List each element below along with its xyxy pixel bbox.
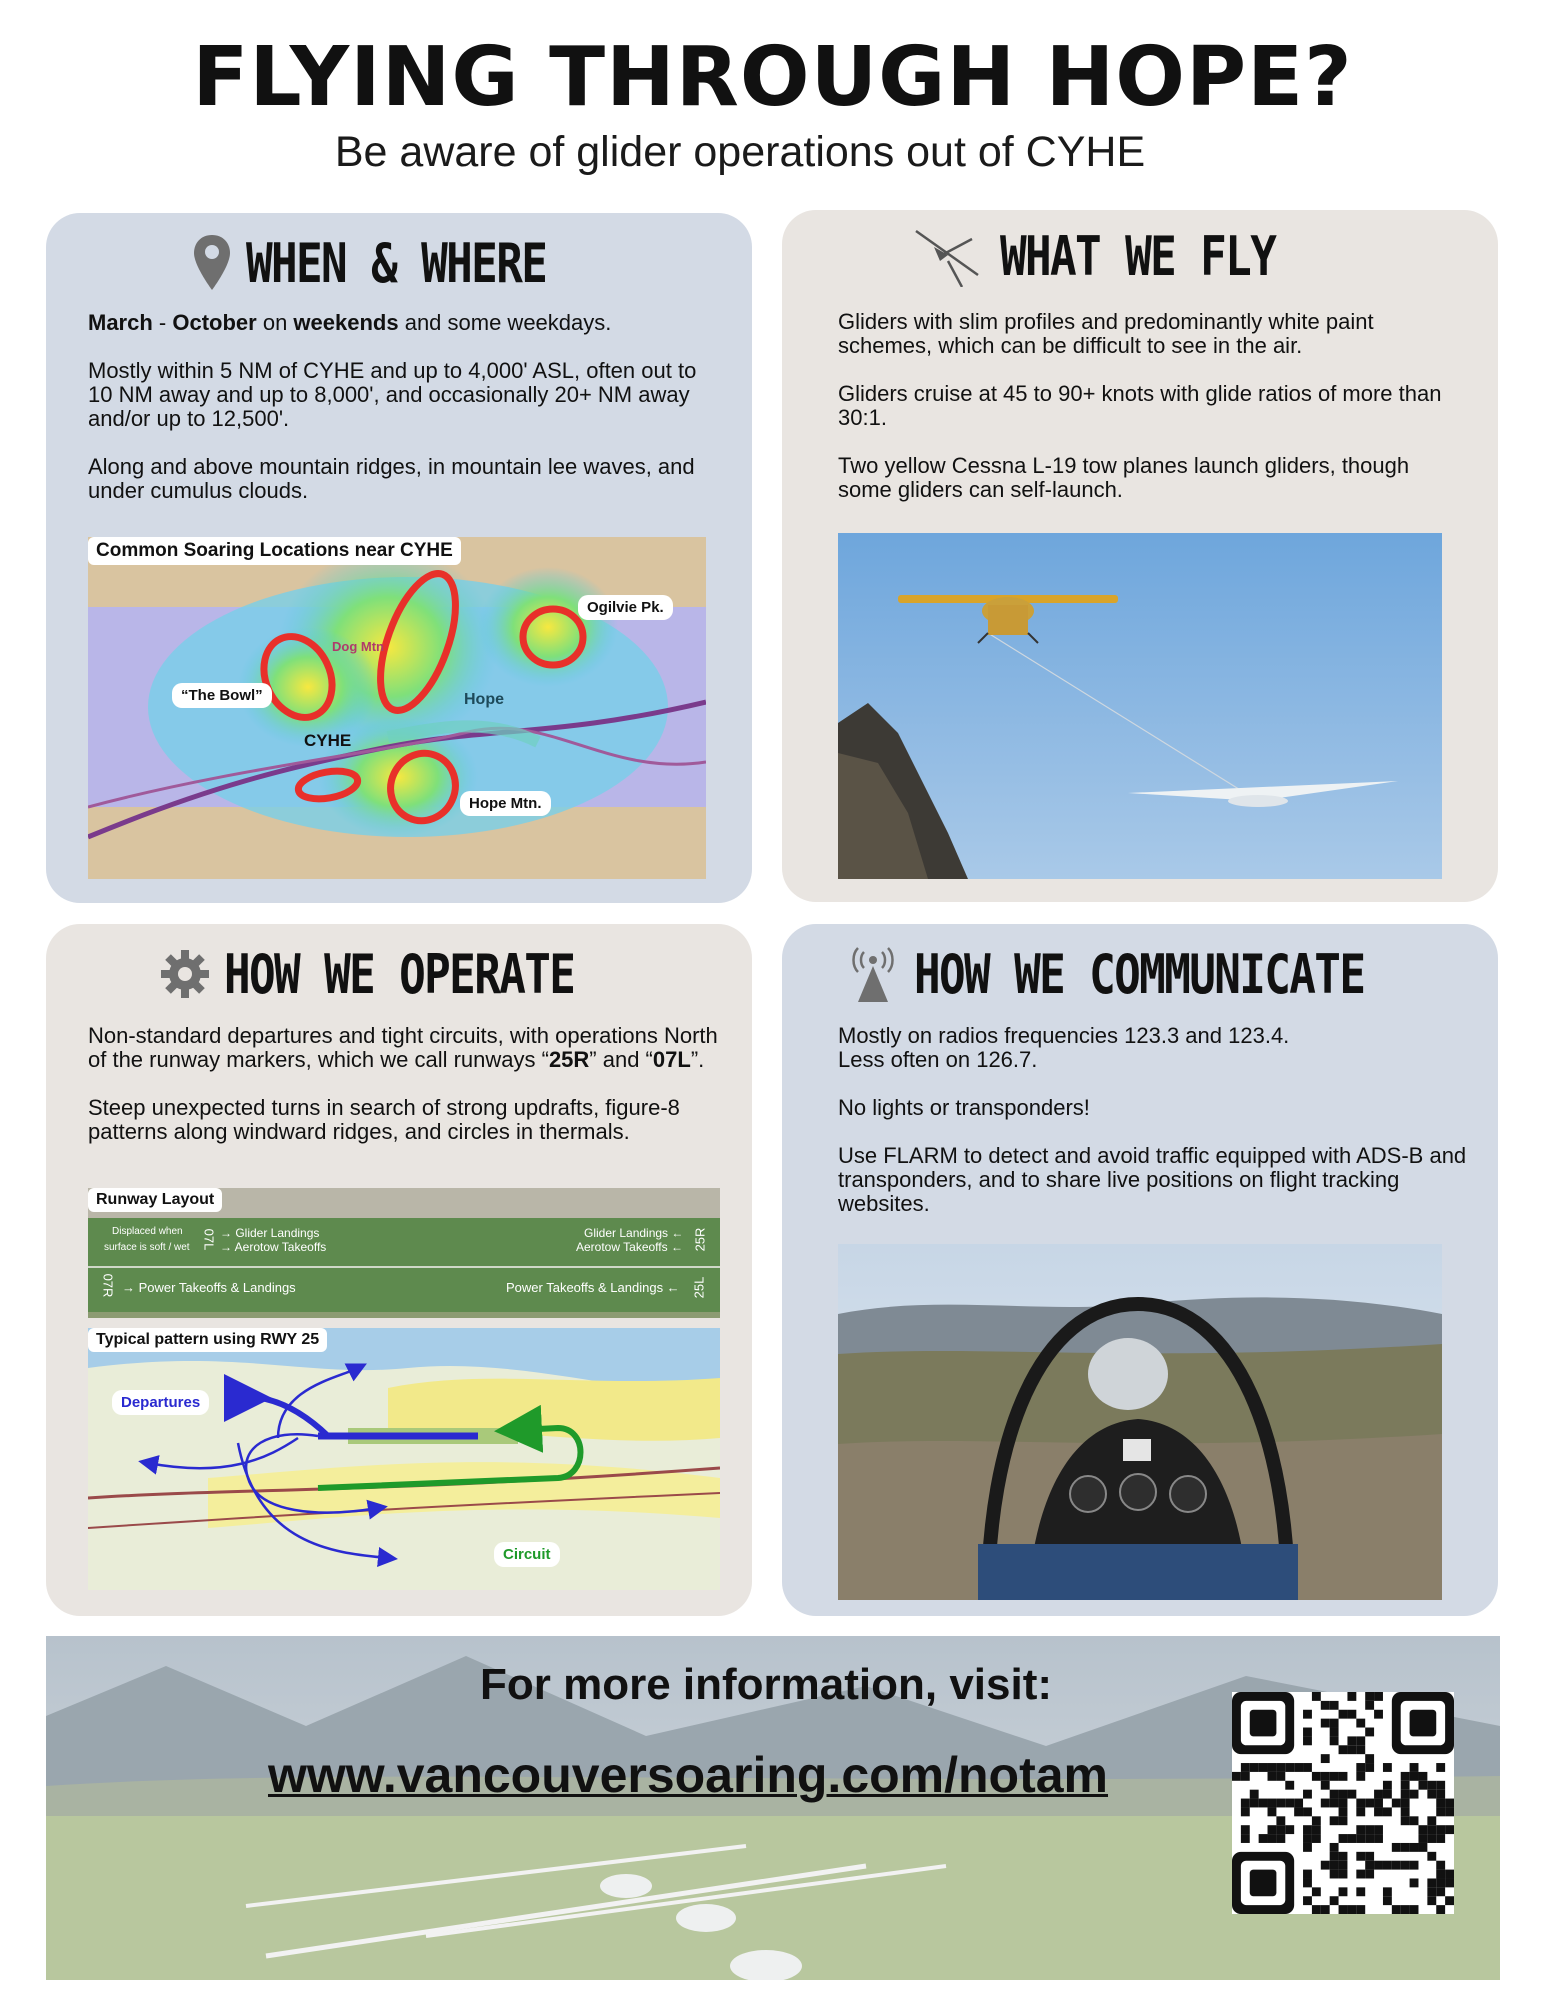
when-where-heading: WHEN & WHERE (246, 231, 547, 295)
how-we-communicate-header (850, 938, 1463, 1010)
rwy-07r-label: 07R (100, 1273, 116, 1298)
how-we-operate-para2: Steep unexpected turns in search of strong updrafts, figure-8 patterns along windward ridges, and circles in thermals. (88, 1095, 680, 1144)
rwy-25l-label: 25L (691, 1276, 707, 1299)
what-we-fly-header (912, 220, 1336, 292)
what-we-fly-panel (782, 210, 1498, 902)
what-we-fly-para3: Two yellow Cessna L-19 tow planes launch gliders, though some gliders can self-launch. (838, 453, 1410, 502)
rwy-07l-label: 07L (201, 1228, 217, 1251)
glider-icon (912, 225, 982, 287)
map-label-ogilvie: Ogilvie Pk. (578, 595, 673, 620)
map-title: Common Soaring Locations near CYHE (88, 537, 461, 565)
rwy-aerotow-right: Aerotow Takeoffs ← (576, 1240, 683, 1254)
what-we-fly-para2: Gliders cruise at 45 to 90+ knots with glide ratios of more than 30:1. (838, 381, 1442, 430)
map-pin-icon (192, 233, 232, 293)
pattern-title: Typical pattern using RWY 25 (88, 1328, 327, 1352)
rwy-power-right: Power Takeoffs & Landings ← (506, 1280, 680, 1295)
rwy-25r-label: 25R (692, 1227, 708, 1252)
runway-layout-image (88, 1188, 720, 1318)
map-label-cyhe: CYHE (304, 731, 352, 750)
how-we-communicate-para3: Use FLARM to detect and avoid traffic equipped with ADS-B and transponders, and to share live positions on flight tracking websites. (838, 1143, 1467, 1216)
how-we-operate-text (88, 1024, 728, 1168)
radio-tower-icon (850, 946, 896, 1002)
when-where-para3: Along and above mountain ridges, in mountain lee waves, and under cumulus clouds. (88, 454, 695, 503)
footer-banner (46, 1636, 1500, 1980)
qr-code[interactable] (1232, 1692, 1454, 1914)
what-we-fly-heading: WHAT WE FLY (1000, 224, 1276, 288)
gear-icon (160, 949, 210, 999)
when-where-header (192, 227, 612, 299)
runway-layout-title: Runway Layout (88, 1188, 222, 1212)
what-we-fly-para1: Gliders with slim profiles and predominantly white paint schemes, which can be difficult to see in the air. (838, 309, 1374, 358)
footer-heading: For more information, visit: (479, 1660, 1053, 1709)
map-label-hope: Hope (464, 691, 504, 708)
when-where-text (88, 311, 718, 527)
traffic-pattern-map (88, 1328, 720, 1590)
rwy-power-left: → Power Takeoffs & Landings (122, 1280, 296, 1295)
how-we-communicate-heading: HOW WE COMMUNICATE (914, 942, 1365, 1006)
cockpit-photo (838, 1244, 1442, 1600)
circuit-label: Circuit (494, 1542, 560, 1567)
how-we-operate-header (160, 938, 651, 1010)
how-we-communicate-para1: Mostly on radios frequencies 123.3 and 123.4. Less often on 126.7. (838, 1023, 1290, 1072)
rwy-surface-label: surface is soft / wet (104, 1242, 190, 1253)
when-where-para2: Mostly within 5 NM of CYHE and up to 4,000' ASL, often out to 10 NM away and up to 8,000', and occasionally 20+ NM away and/or up to 12,500'. (88, 358, 697, 431)
how-we-communicate-text (838, 1024, 1468, 1240)
how-we-operate-heading: HOW WE OPERATE (224, 942, 575, 1006)
departures-label: Departures (112, 1390, 209, 1415)
footer-url-link[interactable]: www.vancouversoaring.com/notam (268, 1747, 1109, 1803)
rwy-aerotow-left: → Aerotow Takeoffs (220, 1240, 327, 1254)
how-we-communicate-para2: No lights or transponders! (838, 1095, 1090, 1120)
how-we-communicate-panel (782, 924, 1498, 1616)
terrain-map (88, 537, 706, 879)
how-we-operate-para1: Non-standard departures and tight circuits, with operations North of the runway markers, which we call runways “25R” and “07L”. (88, 1023, 718, 1072)
what-we-fly-text (838, 310, 1458, 526)
page-title: FLYING THROUGH HOPE? (192, 30, 1353, 125)
when-where-para1: March - October on weekends and some weekdays. (88, 310, 612, 335)
soaring-locations-map (88, 537, 706, 879)
how-we-operate-panel (46, 924, 752, 1616)
when-where-panel (46, 213, 752, 903)
tow-plane-photo (838, 533, 1442, 879)
map-label-bowl: “The Bowl” (172, 683, 272, 708)
page-subtitle: Be aware of glider operations out of CYHE (334, 128, 1146, 176)
rwy-displaced-label: Displaced when (112, 1226, 183, 1237)
rwy-glider-right: Glider Landings ← (584, 1226, 684, 1240)
rwy-glider-left: → Glider Landings (220, 1226, 320, 1240)
map-label-dog-mtn: Dog Mtn (332, 639, 384, 654)
map-label-hope-mtn: Hope Mtn. (460, 791, 551, 816)
